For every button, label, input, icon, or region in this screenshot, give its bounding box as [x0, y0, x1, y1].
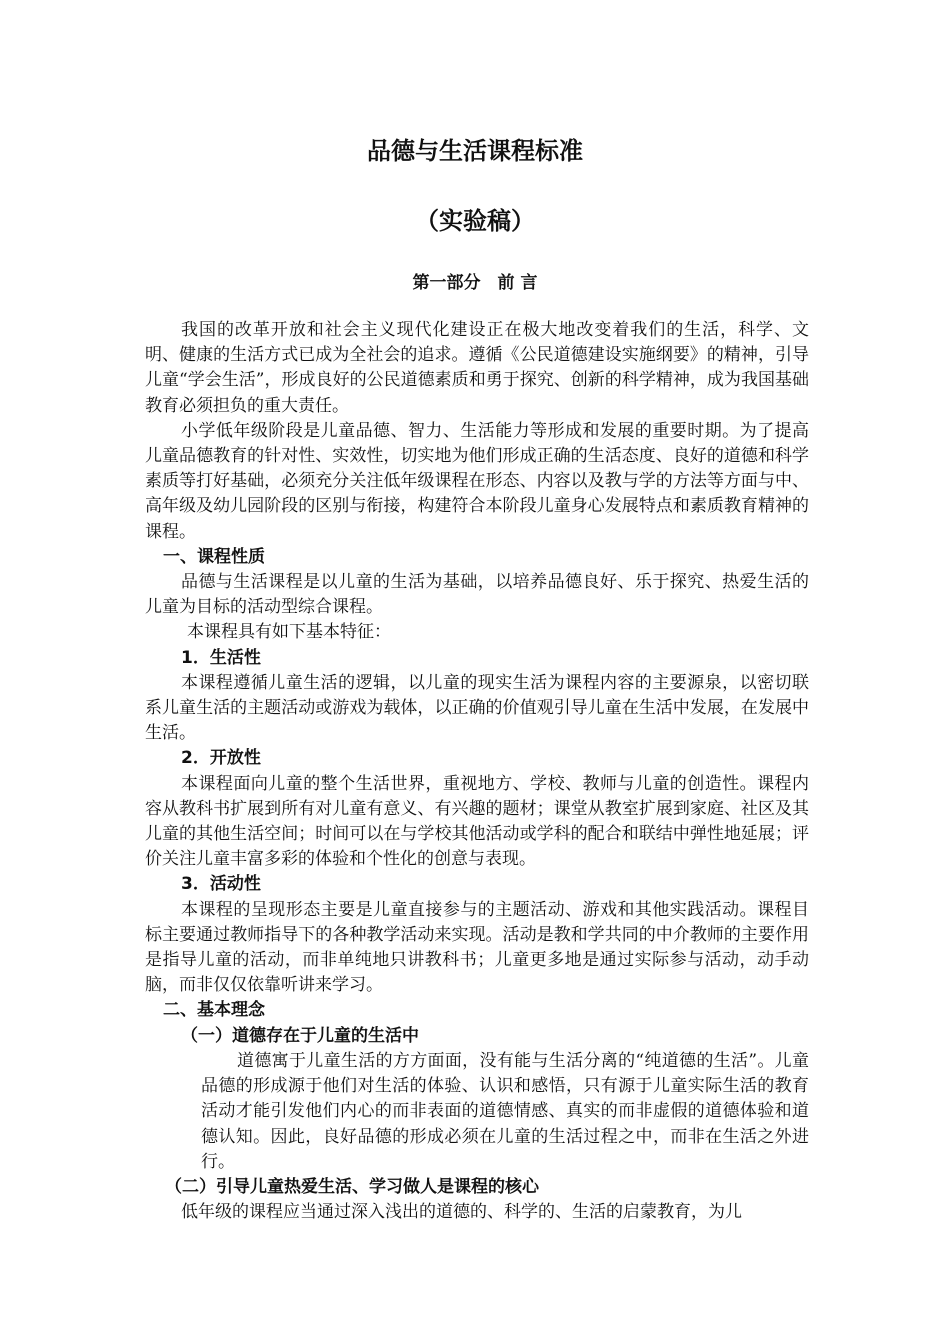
subsection-heading: 1．生活性 [181, 647, 261, 668]
section-heading: 二、基本理念 [163, 1000, 265, 1021]
part-heading: 第一部分 前 言 [412, 273, 538, 293]
paragraph: 品德与生活课程是以儿童的生活为基础，以培养品德良好、乐于探究、热爱生活的儿童为目标的活动型综合课程。 [145, 572, 809, 618]
subsection-heading: 3．活动性 [181, 874, 261, 895]
paragraph: 我国的改革开放和社会主义现代化建设正在极大地改变着我们的生活，科学、文明、健康的生活方式已成为全社会的追求。遵循《公民道德建设实施纲要》的精神，引导儿童“学会生活”，形成良好的公民道德素质和勇于探究、创新的科学精神，成为我国基础教育必须担负的重大责任。 [145, 320, 809, 416]
subsection-heading: 2．开放性 [181, 748, 261, 769]
paragraph: 低年级的课程应当通过深入浅出的道德的、科学的、生活的启蒙教育，为儿 [181, 1202, 742, 1223]
document-body [145, 318, 809, 1225]
paragraph: 道德寓于儿童生活的方方面面，没有能与生活分离的“纯道德的生活”。儿童品德的形成源于他们对生活的体验、认识和感悟，只有源于儿童实际生活的教育活动才能引发他们内心的而非表面的道德情感、真实的而非虚假的道德体验和道德认知。因此，良好品德的形成必须在儿童的生活过程之中，而非在生活之外进行。 [201, 1050, 809, 1172]
paragraph: 本课程的呈现形态主要是儿童直接参与的主题活动、游戏和其他实践活动。课程目标主要通过教师指导下的各种教学活动来实现。活动是教和学共同的中介教师的主要作用是指导儿童的活动，而非单纯地只讲教科书；儿童更多地是通过实际参与活动，动手动脑，而非仅仅依靠听讲来学习。 [145, 899, 809, 996]
document-title: 品德与生活课程标准 [367, 137, 583, 165]
document-subtitle: （实验稿） [415, 207, 535, 235]
paragraph: 小学低年级阶段是儿童品德、智力、生活能力等形成和发展的重要时期。为了提高儿童品德教育的针对性、实效性，切实地为他们形成正确的生活态度、良好的道德和科学素质等打好基础，必须充分关注低年级课程在形态、内容以及教与学的方法等方面与中、高年级及幼儿园阶段的区别与衔接，构建符合本阶段儿童身心发展特点和素质教育精神的课程。 [145, 420, 809, 542]
section-heading: 一、课程性质 [163, 546, 265, 567]
paragraph: 本课程具有如下基本特征： [187, 622, 391, 643]
paragraph: 本课程遵循儿童生活的逻辑，以儿童的现实生活为课程内容的主要源泉，以密切联系儿童生活的主题活动或游戏为载体，以正确的价值观引导儿童在生活中发展，在发展中生活。 [145, 672, 809, 744]
subsection-heading: （二）引导儿童热爱生活、学习做人是课程的核心 [165, 1176, 539, 1197]
paragraph: 本课程面向儿童的整个生活世界，重视地方、学校、教师与儿童的创造性。课程内容从教科书扩展到所有对儿童有意义、有兴趣的题材；课堂从教室扩展到家庭、社区及其儿童的其他生活空间；时间可以在与学校其他活动或学科的配合和联结中弹性地延展；评价关注儿童丰富多彩的体验和个性化的创意与表现。 [145, 773, 809, 870]
subsection-heading: （一）道德存在于儿童的生活中 [181, 1025, 419, 1046]
